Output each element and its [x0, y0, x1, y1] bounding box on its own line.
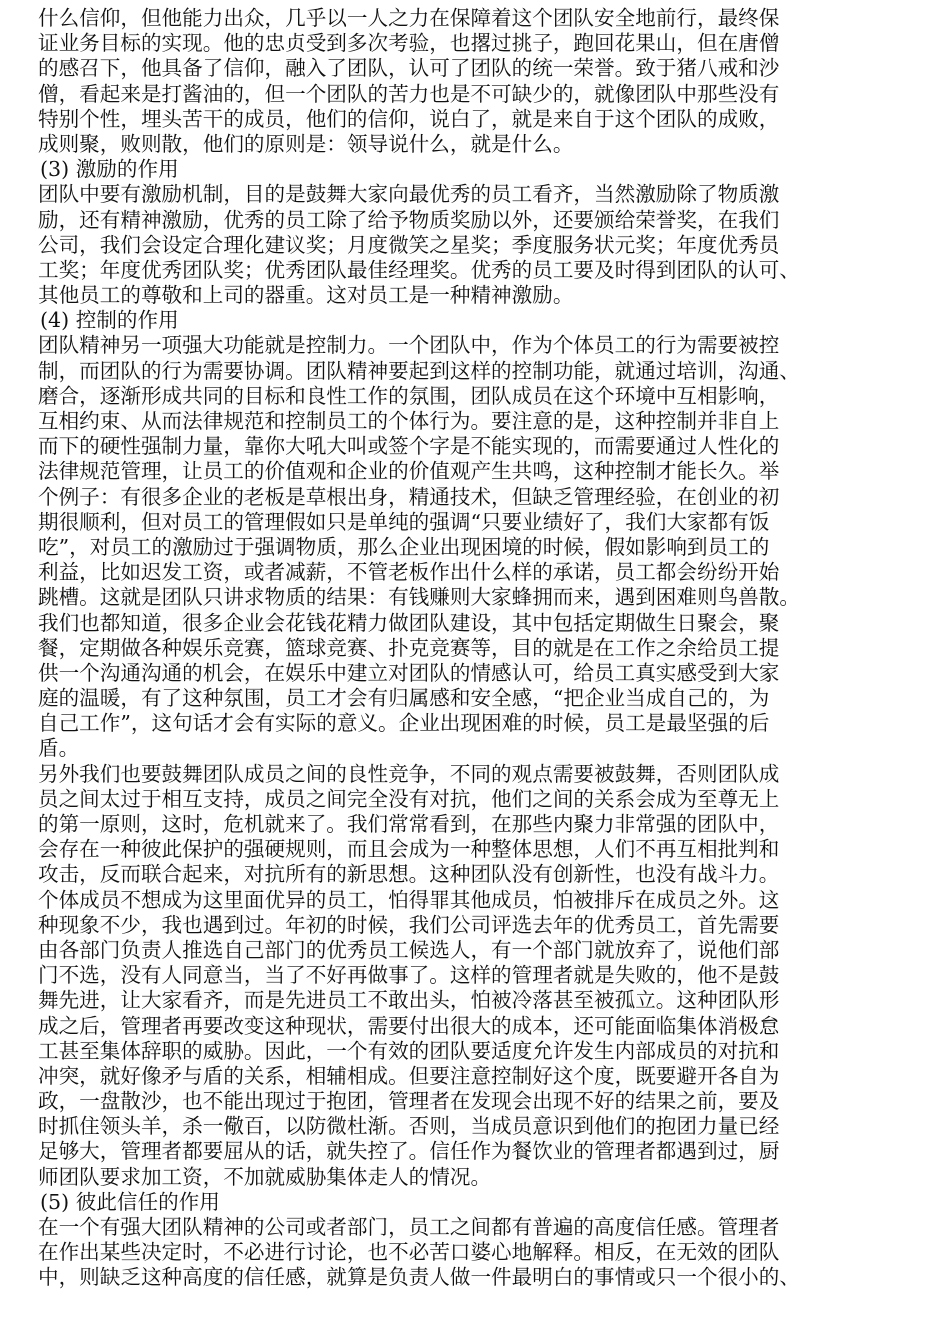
paragraph-line: 在一个有强大团队精神的公司或者部门，员工之间都有普遍的高度信任感。管理者 [38, 1215, 780, 1239]
paragraph-line: 磨合，逐渐形成共同的目标和良性工作的氛围，团队成员在这个环境中互相影响， [38, 383, 780, 408]
paragraph-line: 什么信仰，但他能力出众，几乎以一人之力在保障着这个团队安全地前行，最终保 [38, 6, 780, 30]
paragraph-line: 特别个性，埋头苦干的成员，他们的信仰，说白了，就是来自于这个团队的成败， [38, 106, 780, 131]
paragraph-line: 法律规范管理，让员工的价值观和企业的价值观产生共鸣，这种控制才能长久。举 [38, 459, 780, 484]
paragraph-line: 时抓住领头羊，杀一儆百，以防微杜渐。否则，当成员意识到他们的抱团力量已经 [38, 1114, 780, 1139]
paragraph-line: 制，而团队的行为需要协调。团队精神要起到这样的控制功能，就通过培训，沟通、 [38, 358, 800, 383]
paragraph-line: 证业务目标的实现。他的忠贞受到多次考验，也撂过挑子，跑回花果山，但在唐僧 [38, 31, 780, 56]
paragraph-line: 盾。 [38, 736, 80, 761]
paragraph-line: 在作出某些决定时，不必进行讨论，也不必苦口婆心地解释。相反，在无效的团队 [38, 1240, 780, 1265]
paragraph-line: 个体成员不想成为这里面优异的员工，怕得罪其他成员，怕被排斥在成员之外。这 [38, 887, 780, 912]
paragraph-line: 公司，我们会设定合理化建议奖；月度微笑之星奖；季度服务状元奖；年度优秀员 [38, 232, 780, 257]
paragraph-line: 另外我们也要鼓舞团队成员之间的良性竞争，不同的观点需要被鼓舞，否则团队成 [38, 761, 780, 786]
paragraph-line: 工甚至集体辞职的威胁。因此，一个有效的团队要适度允许发生内部成员的对抗和 [38, 1038, 780, 1063]
paragraph-line: 员之间太过于相互支持，成员之间完全没有对抗，他们之间的关系会成为至尊无上 [38, 786, 780, 811]
paragraph-line: 僧，看起来是打酱油的，但一个团队的苦力也是不可缺少的，就像团队中那些没有 [38, 81, 780, 106]
paragraph-line: 由各部门负责人推选自己部门的优秀员工候选人，有一个部门就放弃了，说他们部 [38, 937, 780, 962]
paragraph-line: 舞先进，让大家看齐，而是先进员工不敢出头，怕被冷落甚至被孤立。这种团队形 [38, 988, 780, 1013]
section-heading: (4) 控制的作用 [40, 308, 179, 333]
paragraph-line: 的感召下，他具备了信仰，融入了团队，认可了团队的统一荣誉。致于猪八戒和沙 [38, 56, 780, 81]
paragraph-line: 中，则缺乏这种高度的信任感，就算是负责人做一件最明白的事情或只一个很小的、 [38, 1265, 800, 1290]
paragraph-line: 的第一原则，这时，危机就来了。我们常常看到，在那些内聚力非常强的团队中， [38, 812, 780, 836]
paragraph-line: 冲突，就好像矛与盾的关系，相辅相成。但要注意控制好这个度，既要避开各自为 [38, 1063, 780, 1088]
paragraph-line: 庭的温暖，有了这种氛围，员工才会有归属感和安全感，“把企业当成自己的，为 [38, 686, 770, 711]
paragraph-line: 团队精神另一项强大功能就是控制力。一个团队中，作为个体员工的行为需要被控 [38, 333, 780, 358]
paragraph-line: 跳槽。这就是团队只讲求物质的结果：有钱赚则大家蜂拥而来，遇到困难则鸟兽散。 [38, 585, 800, 610]
document-page [38, 6, 933, 1291]
paragraph-line: 其他员工的尊敬和上司的器重。这对员工是一种精神激励。 [38, 283, 574, 308]
paragraph-line: 师团队要求加工资，不加就威胁集体走人的情况。 [38, 1164, 492, 1189]
paragraph-line: 攻击，反而联合起来，对抗所有的新思想。这种团队没有创新性，也没有战斗力。 [38, 862, 780, 887]
section-heading: (3) 激励的作用 [40, 157, 179, 182]
paragraph-line: 互相约束、从而法律规范和控制员工的个体行为。要注意的是，这种控制并非自上 [38, 409, 780, 433]
paragraph-line: 门不选，没有人同意当，当了不好再做事了。这样的管理者就是失败的，他不是鼓 [38, 963, 780, 988]
paragraph-line: 种现象不少，我也遇到过。年初的时候，我们公司评选去年的优秀员工，首先需要 [38, 912, 780, 937]
paragraph-line: 期很顺利，但对员工的管理假如只是单纯的强调“只要业绩好了，我们大家都有饭 [38, 509, 770, 534]
paragraph-line: 成之后，管理者再要改变这种现状，需要付出很大的成本，还可能面临集体消极怠 [38, 1013, 780, 1038]
paragraph-line: 利益，比如迟发工资，或者减薪，不管老板作出什么样的承诺，员工都会纷纷开始 [38, 560, 780, 585]
section-heading: (5) 彼此信任的作用 [40, 1189, 220, 1214]
paragraph-line: 励，还有精神激励，优秀的员工除了给予物质奖励以外，还要颁给荣誉奖，在我们 [38, 207, 780, 232]
paragraph-line: 会存在一种彼此保护的强硬规则，而且会成为一种整体思想，人们不再互相批判和 [38, 837, 780, 862]
paragraph-line: 足够大，管理者都要屈从的话，就失控了。信任作为餐饮业的管理者都遇到过，厨 [38, 1139, 780, 1164]
paragraph-line: 政，一盘散沙，也不能出现过于抱团，管理者在发现会出现不好的结果之前，要及 [38, 1089, 780, 1114]
paragraph-line: 个例子：有很多企业的老板是草根出身，精通技术，但缺乏管理经验，在创业的初 [38, 484, 780, 509]
paragraph-line: 供一个沟通沟通的机会，在娱乐中建立对团队的情感认可，给员工真实感受到大家 [38, 660, 780, 685]
paragraph-line: 工奖；年度优秀团队奖；优秀团队最佳经理奖。优秀的员工要及时得到团队的认可、 [38, 257, 800, 282]
paragraph-line: 而下的硬性强制力量，靠你大吼大叫或签个字是不能实现的，而需要通过人性化的 [38, 434, 780, 459]
paragraph-line: 成则聚，败则散，他们的原则是：领导说什么，就是什么。 [38, 131, 574, 156]
paragraph-line: 自己工作”，这句话才会有实际的意义。企业出现困难的时候，员工是最坚强的后 [38, 711, 770, 736]
paragraph-line: 团队中要有激励机制，目的是鼓舞大家向最优秀的员工看齐，当然激励除了物质激 [38, 182, 780, 207]
paragraph-line: 餐，定期做各种娱乐竞赛，篮球竞赛、扑克竞赛等，目的就是在工作之余给员工提 [38, 635, 780, 660]
paragraph-line: 我们也都知道，很多企业会花钱花精力做团队建设，其中包括定期做生日聚会，聚 [38, 610, 780, 635]
paragraph-line: 吃”，对员工的激励过于强调物质，那么企业出现困境的时候，假如影响到员工的 [38, 534, 770, 559]
